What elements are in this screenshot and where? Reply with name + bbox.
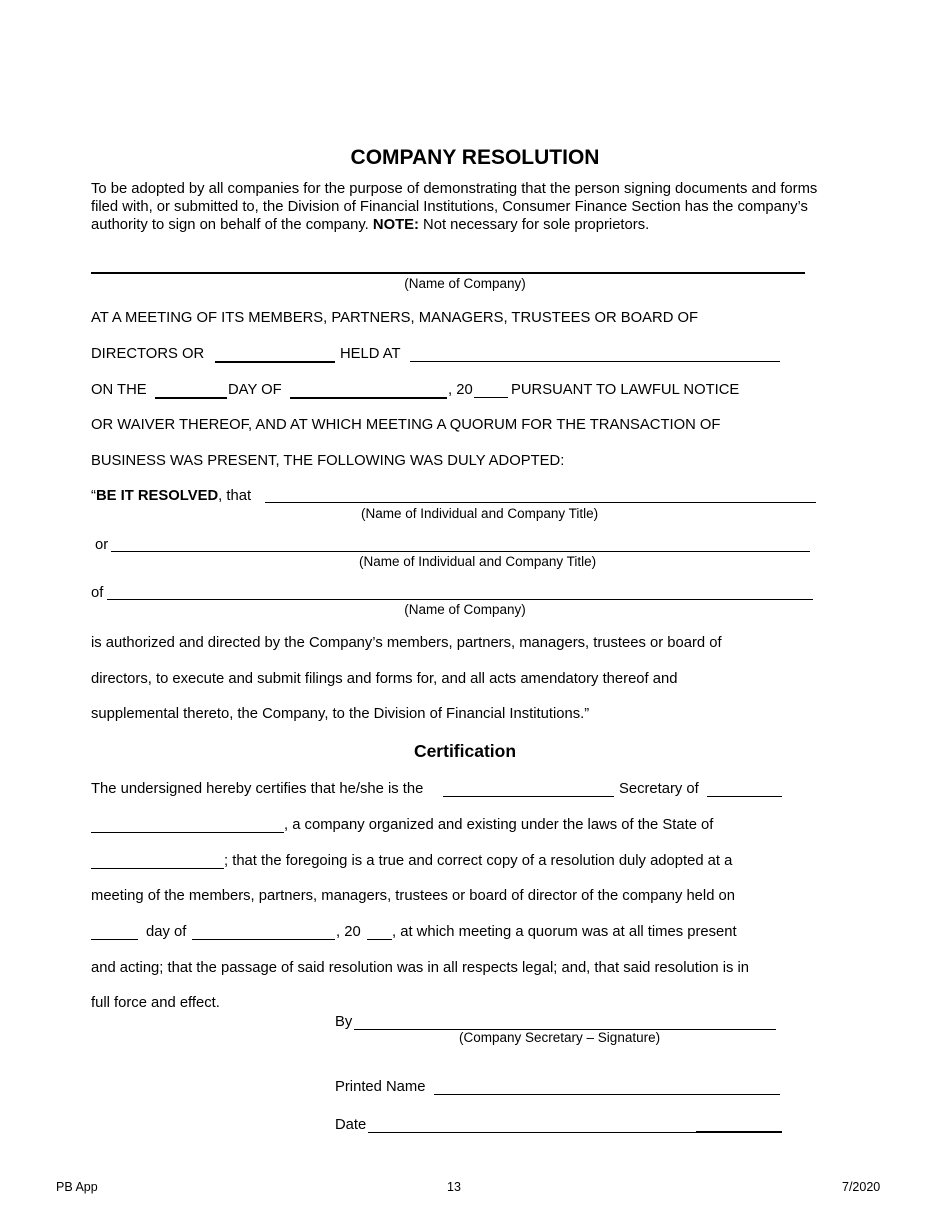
footer-date: 7/2020 (842, 1180, 881, 1194)
cert-line-6: and acting; that the passage of said resolution was in all respects legal; and, that said resolution is in (91, 960, 750, 976)
date-blank[interactable] (368, 1132, 696, 1133)
of-label: of (91, 585, 104, 601)
individual-title-blank-2[interactable] (111, 551, 810, 552)
individual-title-blank-1[interactable] (265, 502, 816, 503)
secretary-of-blank[interactable] (707, 796, 782, 797)
footer-left: PB App (56, 1180, 98, 1194)
year-blank[interactable] (474, 397, 508, 398)
intro-paragraph (91, 180, 821, 235)
cert-line-5a: day of (146, 924, 187, 940)
page-number: 13 (447, 1180, 461, 1194)
by-label: By (335, 1014, 353, 1030)
cert-state-blank[interactable] (91, 868, 224, 869)
company-name-caption: (Name of Company) (404, 276, 526, 291)
year-prefix: , 20 (448, 382, 473, 398)
resolution-line-5: BUSINESS WAS PRESENT, THE FOLLOWING WAS DULY ADOPTED: (91, 453, 565, 469)
held-at-label: HELD AT (340, 346, 401, 362)
printed-name-label: Printed Name (335, 1079, 426, 1095)
company-name-line[interactable] (91, 272, 805, 274)
resolution-line-1: AT A MEETING OF ITS MEMBERS, PARTNERS, MANAGERS, TRUSTEES OR BOARD OF (91, 310, 699, 326)
company-name-caption-2: (Name of Company) (404, 602, 526, 617)
date-blank-end (696, 1131, 782, 1133)
note-label: NOTE: (372, 217, 419, 234)
cert-company-blank[interactable] (91, 832, 284, 833)
signature-caption: (Company Secretary – Signature) (459, 1030, 661, 1045)
authorization-line-2: directors, to execute and submit filings and forms for, and all acts amendatory thereof and (91, 671, 678, 687)
resolution-line-4: OR WAIVER THEREOF, AND AT WHICH MEETING A QUORUM FOR THE TRANSACTION OF (91, 417, 721, 433)
individual-title-caption-2: (Name of Individual and Company Title) (359, 554, 597, 569)
company-name-blank-2[interactable] (107, 599, 813, 600)
pursuant-label: PURSUANT TO LAWFUL NOTICE (511, 382, 740, 398)
open-quote: “ (91, 488, 96, 504)
day-of-label: DAY OF (228, 382, 282, 398)
cert-day-blank[interactable] (91, 939, 138, 940)
authorization-line-1: is authorized and directed by the Company’s members, partners, managers, trustees or board of (91, 635, 722, 651)
cert-month-blank[interactable] (192, 939, 335, 940)
be-it-resolved-label (91, 488, 251, 504)
printed-name-blank[interactable] (434, 1094, 780, 1095)
cert-year-blank[interactable] (367, 939, 392, 940)
cert-line-3: ; that the foregoing is a true and correct copy of a resolution duly adopted at a (224, 853, 733, 869)
cert-line-4: meeting of the members, partners, managers, trustees or board of director of the company held on (91, 888, 735, 904)
on-the-day-blank[interactable] (155, 397, 227, 399)
directors-or-label: DIRECTORS OR (91, 346, 205, 362)
authorization-line-3: supplemental thereto, the Company, to the Division of Financial Institutions.” (91, 706, 590, 722)
held-at-blank[interactable] (410, 361, 780, 362)
page-title: COMPANY RESOLUTION (350, 146, 600, 169)
cert-line-1b: Secretary of (619, 781, 699, 797)
certification-heading: Certification (413, 741, 517, 761)
date-label: Date (335, 1117, 367, 1133)
cert-line-7: full force and effect. (91, 995, 220, 1011)
intro-text: To be adopted by all companies for the purpose of demonstrating that the person signing documents and forms filed with, or submitted to, the Division of Financial Institutions, Consumer Finance Section has the company’s authority to sign on behalf of the company. (91, 181, 818, 234)
or-label: or (95, 537, 109, 553)
cert-line-5c: , at which meeting a quorum was at all times present (392, 924, 737, 940)
cert-line-1a: The undersigned hereby certifies that he/she is the (91, 781, 424, 797)
directors-or-blank[interactable] (215, 361, 335, 363)
secretary-title-blank[interactable] (443, 796, 614, 797)
that-text: , that (218, 488, 252, 504)
day-of-month-blank[interactable] (290, 397, 447, 399)
on-the-label: ON THE (91, 382, 147, 398)
cert-line-5b: , 20 (336, 924, 361, 940)
be-it-resolved-bold: BE IT RESOLVED (95, 488, 219, 504)
cert-line-2: , a company organized and existing under the laws of the State of (284, 817, 714, 833)
note-text: Not necessary for sole proprietors. (423, 217, 650, 234)
individual-title-caption-1: (Name of Individual and Company Title) (361, 506, 599, 521)
